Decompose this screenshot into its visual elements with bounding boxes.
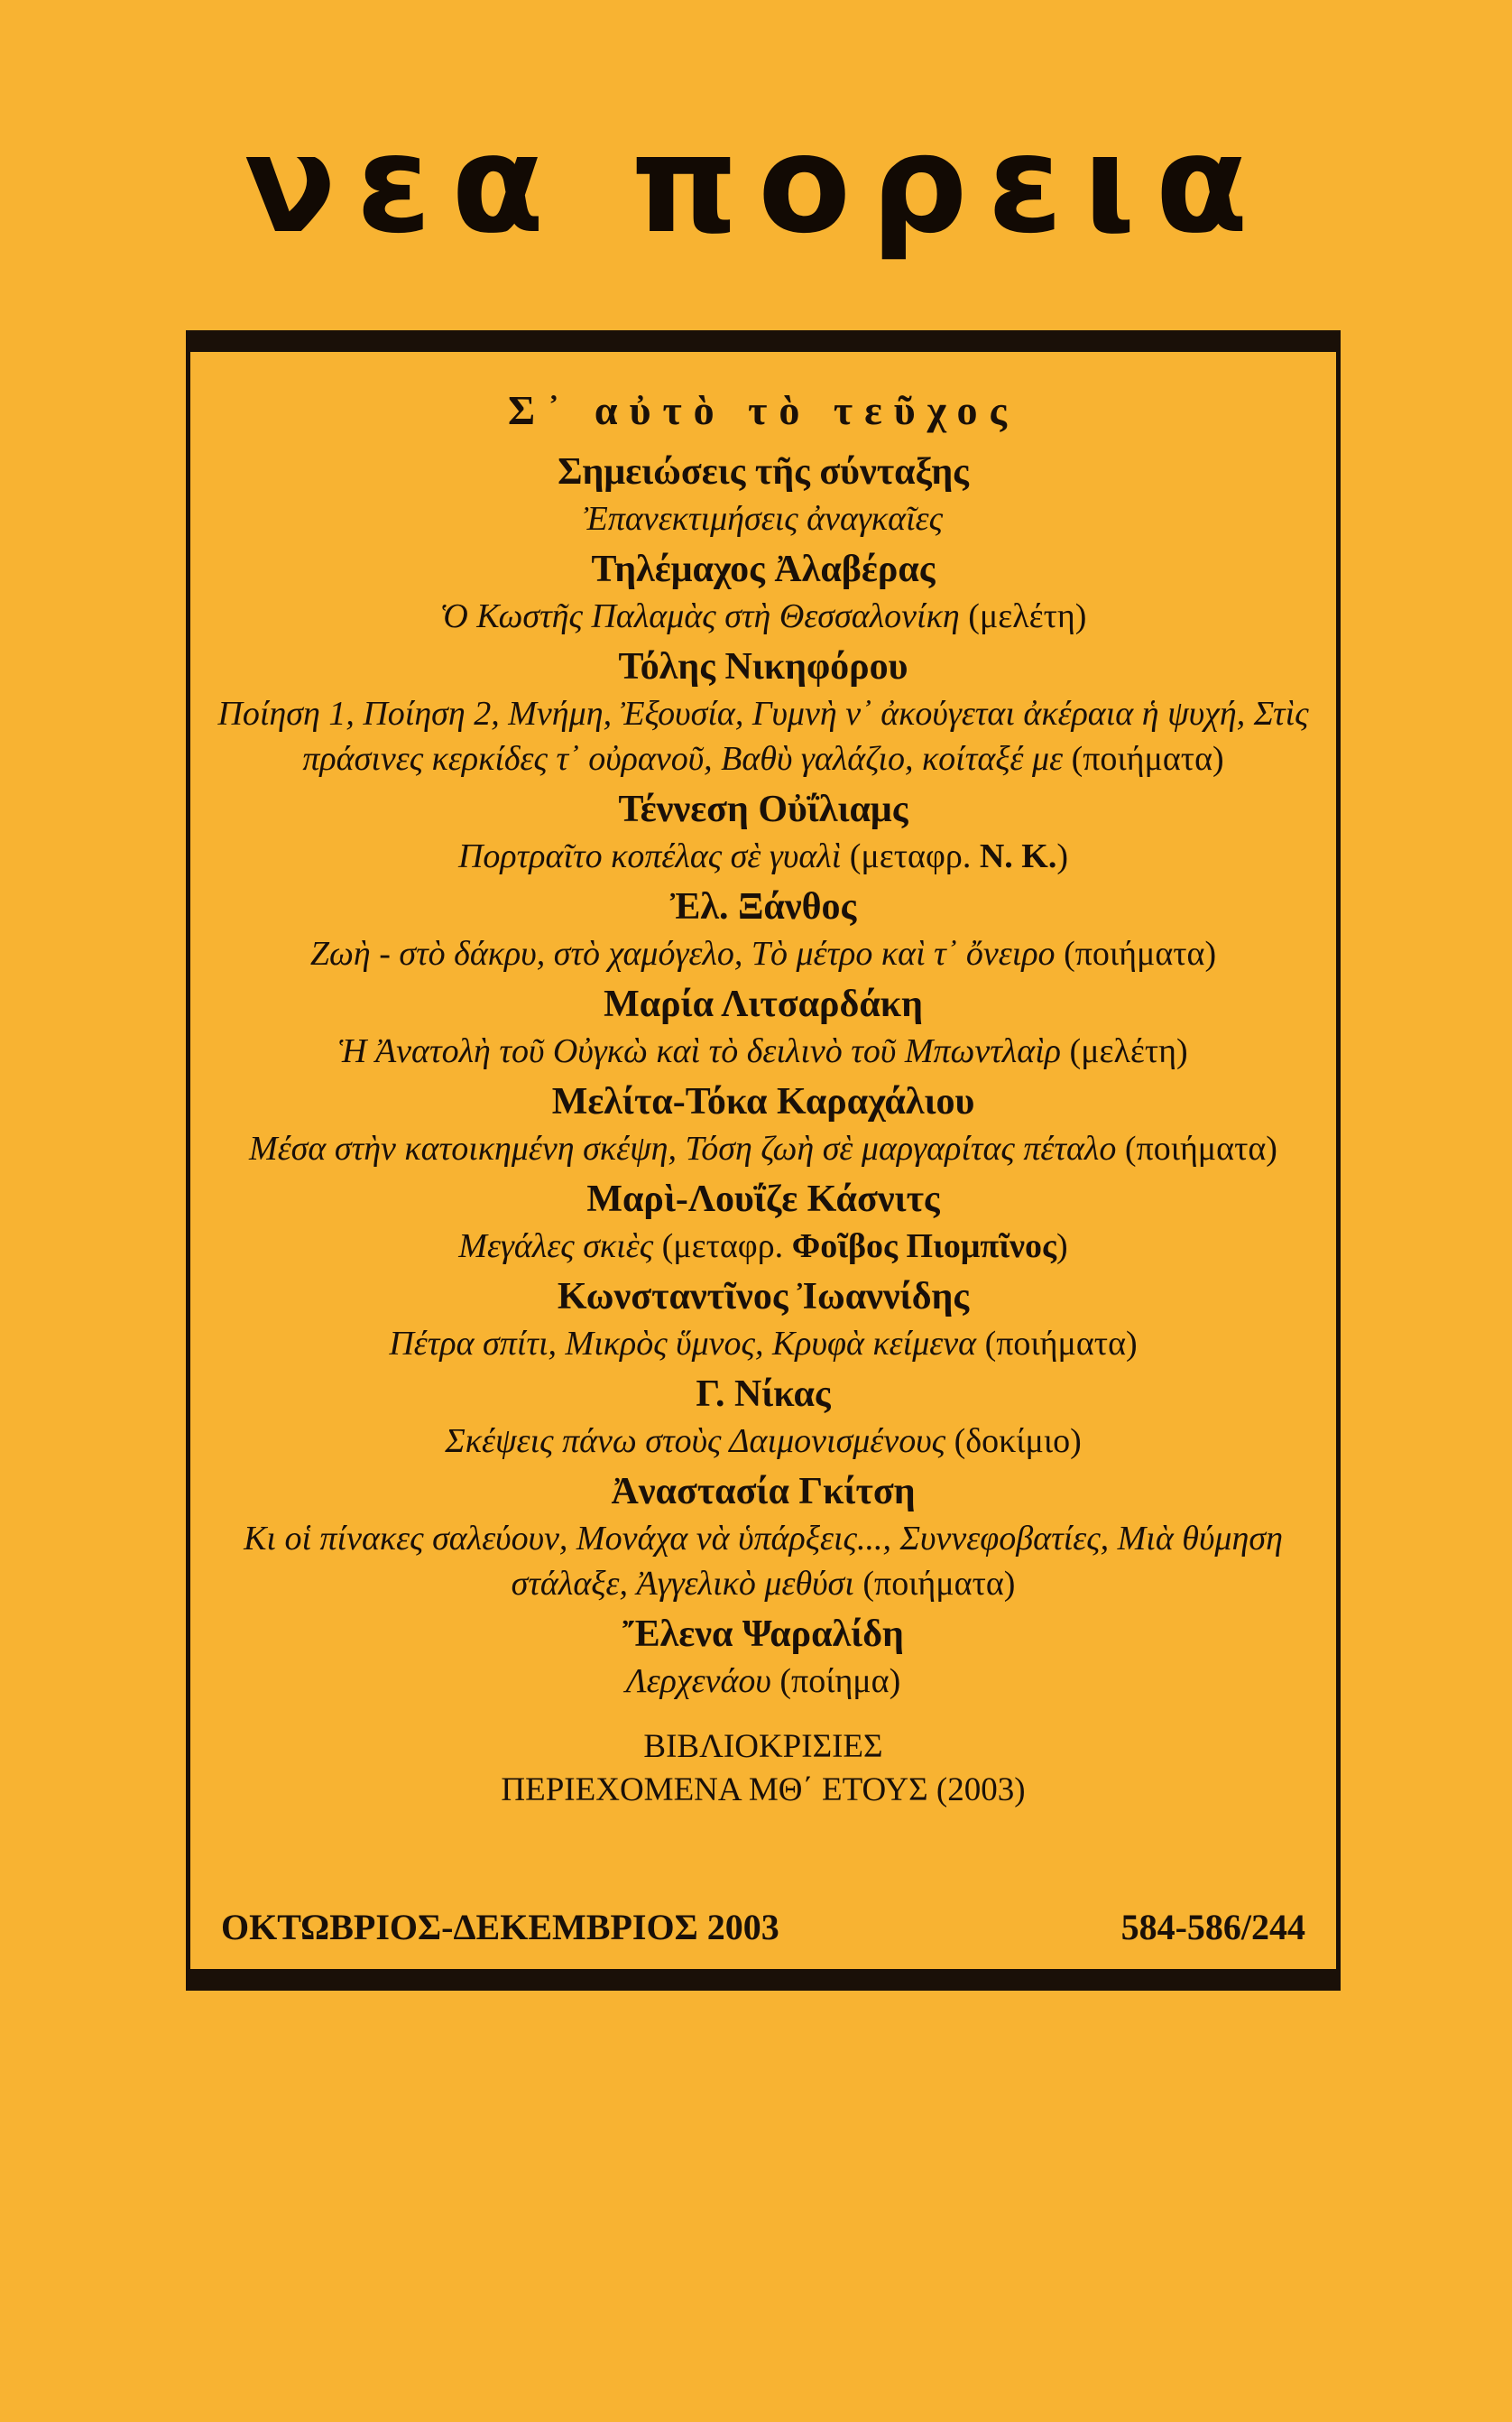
entry-title: Μεγάλες σκιὲς [458, 1227, 654, 1265]
contents-entry [190, 883, 1336, 976]
closing-paren: ) [1056, 837, 1068, 875]
contents-entry [190, 980, 1336, 1074]
entry-genre: (ποιήματα) [976, 1325, 1138, 1363]
contents-list [190, 448, 1336, 1704]
entry-works [190, 496, 1336, 541]
entry-genre: (ποιήματα) [853, 1565, 1016, 1603]
entry-title: Πέτρα σπίτι, Μικρὸς ὕμνος, Κρυφὰ κείμενα [389, 1325, 977, 1363]
issue-footer [221, 1902, 1305, 1953]
contents-entry [190, 1175, 1336, 1269]
entry-author: Τηλέμαχος Ἀλαβέρας [591, 549, 936, 590]
entry-translator: Ν. Κ. [979, 837, 1057, 875]
entry-genre: (δοκίμιο) [945, 1422, 1082, 1460]
entry-author: Τόλης Νικηφόρου [618, 646, 908, 688]
entry-works [190, 594, 1336, 639]
contents-entry [190, 448, 1336, 541]
issue-date: ΟΚΤΩΒΡΙΟΣ-ΔΕΚΕΜΒΡΙΟΣ 2003 [221, 1907, 779, 1947]
entry-title: Ὁ Κωστῆς Παλαμὰς στὴ Θεσσαλονίκη [439, 597, 960, 635]
entry-translator: Φοῖβος Πιομπῖνος [791, 1227, 1057, 1265]
contents-entry [190, 642, 1336, 781]
entry-title: Ἐπανεκτιμήσεις ἀναγκαῖες [583, 500, 944, 538]
entry-works [190, 1659, 1336, 1704]
entry-genre: (ποιήματα) [1055, 935, 1217, 973]
contents-entry [190, 1077, 1336, 1171]
entry-genre: (μελέτη) [959, 597, 1087, 635]
contents-box [186, 330, 1341, 1991]
entry-title: Ζωὴ - στὸ δάκρυ, στὸ χαμόγελο, Τὸ μέτρο καὶ τ᾿ ὄνειρο [309, 935, 1056, 973]
entry-title: Σκέψεις πάνω στοὺς Δαιμονισμένους [445, 1422, 946, 1460]
entry-author: Σημειώσεις τῆς σύνταξης [558, 451, 969, 493]
entry-works [190, 1224, 1336, 1269]
entry-title: Μέσα στὴν κατοικημένη σκέψη, Τόση ζωὴ σὲ μαργαρίτας πέταλο [249, 1130, 1117, 1168]
entry-works [190, 1419, 1336, 1464]
entry-author: Μελίτα-Τόκα Καραχάλιου [551, 1081, 975, 1123]
closing-paren: ) [1056, 1227, 1068, 1265]
entry-author: Γ. Νίκας [696, 1373, 831, 1415]
contents-entry [190, 1610, 1336, 1704]
entry-genre: (ποιήματα) [1116, 1130, 1277, 1168]
entry-author: Μαρία Λιτσαρδάκη [604, 984, 923, 1025]
extra-sections [190, 1725, 1336, 1812]
entry-title: Ἡ Ἀνατολὴ τοῦ Οὐγκὼ καὶ τὸ δειλινὸ τοῦ Μπωντλαὶρ [338, 1032, 1062, 1070]
entry-genre: (ποιήματα) [1063, 740, 1224, 778]
entry-genre: (ποίημα) [770, 1662, 901, 1700]
entry-works [190, 1029, 1336, 1074]
entry-author: Τέννεση Οὐΐλιαμς [618, 789, 908, 830]
contents-heading: Σ᾿ αὐτὸ τὸ τεῦχος [508, 387, 1019, 433]
annual-index-label: ΠΕΡΙΕΧΟΜΕΝΑ ΜΘ΄ ΕΤΟΥΣ (2003) [501, 1771, 1026, 1808]
entry-title: Πορτραῖτο κοπέλας σὲ γυαλὶ [457, 837, 842, 875]
entry-author: Ἀναστασία Γκίτση [611, 1471, 916, 1512]
contents-entry [190, 545, 1336, 639]
entry-works [190, 931, 1336, 976]
table-of-contents [190, 383, 1336, 1812]
entry-title: Λερχενάου [625, 1662, 771, 1700]
entry-works [190, 834, 1336, 879]
entry-author: Ἔλενα Ψαραλίδη [622, 1613, 904, 1655]
magazine-title: νεα πορεια [244, 106, 1268, 263]
issue-number: 584-586/244 [1120, 1907, 1305, 1947]
entry-works [190, 691, 1336, 781]
entry-works [190, 1321, 1336, 1366]
entry-works [190, 1516, 1336, 1606]
entry-title: Ποίηση 1, Ποίηση 2, Μνήμη, Ἐξουσία, Γυμνὴ ν᾿ ἀκούγεται ἀκέραια ἡ ψυχή, Στὶς πράσινες κερκίδες τ᾿ οὐρανοῦ, Βαθὺ γαλάζιο, κοίταξέ με [217, 695, 1309, 778]
contents-entry [190, 785, 1336, 879]
contents-entry [190, 1272, 1336, 1366]
book-reviews-label: ΒΙΒΛΙΟΚΡΙΣΙΕΣ [643, 1728, 883, 1765]
entry-author: Ἐλ. Ξάνθος [669, 886, 857, 928]
entry-genre: (μεταφρ. [841, 837, 980, 875]
entry-works [190, 1126, 1336, 1171]
entry-author: Μαρὶ-Λουΐζε Κάσνιτς [586, 1179, 940, 1220]
entry-author: Κωνσταντῖνος Ἰωαννίδης [557, 1276, 970, 1317]
entry-genre: (μεταφρ. [653, 1227, 792, 1265]
contents-entry [190, 1370, 1336, 1464]
entry-genre: (μελέτη) [1061, 1032, 1188, 1070]
contents-entry [190, 1467, 1336, 1606]
entry-title: Κι οἱ πίνακες σαλεύουν, Μονάχα νὰ ὑπάρξεις..., Συννεφοβατίες, Μιὰ θύμηση στάλαξε, Ἀγγελικὸ μεθύσι [244, 1520, 1283, 1603]
